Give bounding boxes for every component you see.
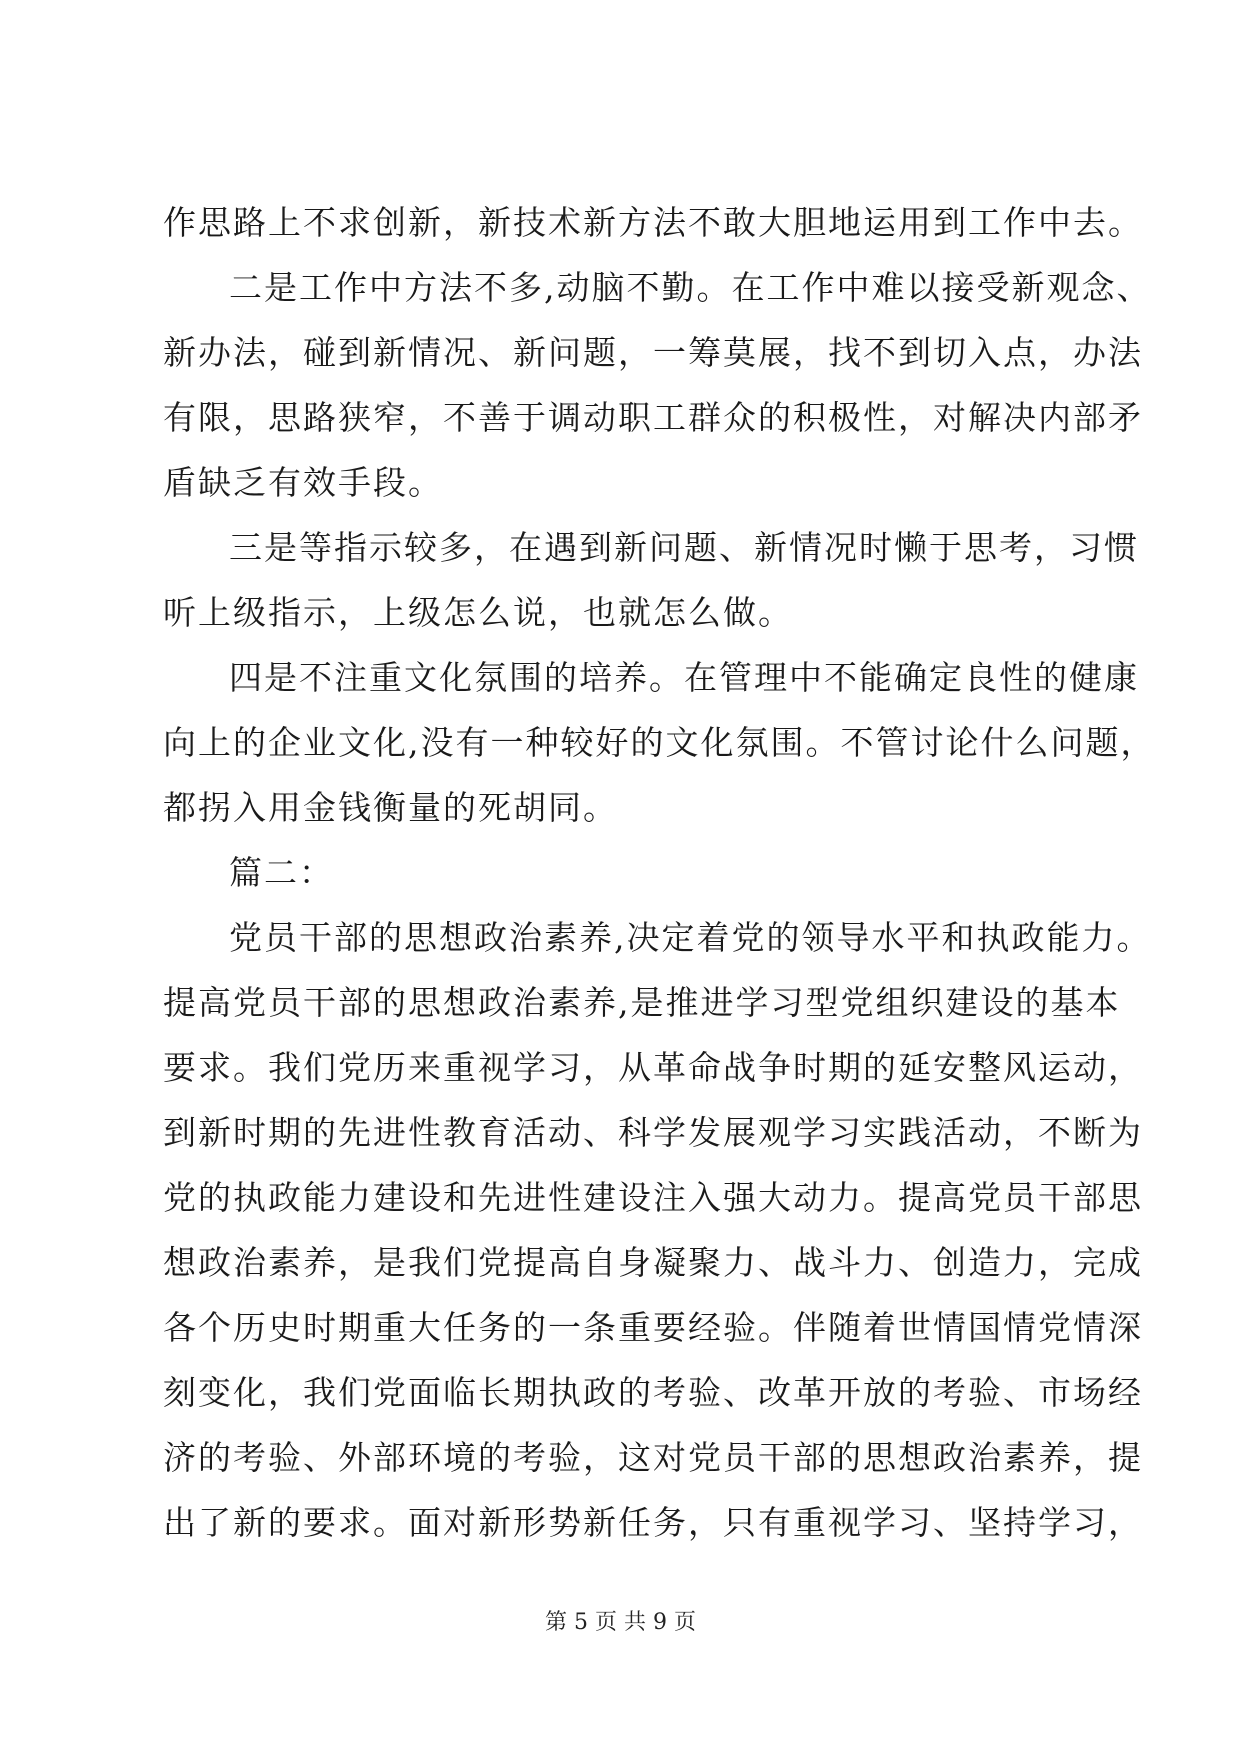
text-line: 各个历史时期重大任务的一条重要经验。伴随着世情国情党情深 <box>163 1308 1143 1347</box>
text-line: 有限，思路狭窄，不善于调动职工群众的积极性，对解决内部矛 <box>163 398 1143 437</box>
text-line: 刻变化，我们党面临长期执政的考验、改革开放的考验、市场经 <box>163 1373 1143 1412</box>
text-line: 提高党员干部的思想政治素养,是推进学习型党组织建设的基本 <box>163 983 1121 1022</box>
paragraph-first-line: 党员干部的思想政治素养,决定着党的领导水平和执政能力。 <box>229 918 1152 957</box>
text-line: 都拐入用金钱衡量的死胡同。 <box>163 788 618 827</box>
paragraph-first-line: 三是等指示较多，在遇到新问题、新情况时懒于思考，习惯 <box>229 528 1139 567</box>
text-line: 盾缺乏有效手段。 <box>163 463 443 502</box>
text-line: 想政治素养，是我们党提高自身凝聚力、战斗力、创造力，完成 <box>163 1243 1143 1282</box>
paragraph-first-line: 四是不注重文化氛围的培养。在管理中不能确定良性的健康 <box>229 658 1139 697</box>
text-line: 要求。我们党历来重视学习，从革命战争时期的延安整风运动， <box>163 1048 1143 1087</box>
text-line: 听上级指示，上级怎么说，也就怎么做。 <box>163 593 793 632</box>
text-line: 党的执政能力建设和先进性建设注入强大动力。提高党员干部思 <box>163 1178 1143 1217</box>
page-number-footer: 第 5 页 共 9 页 <box>545 1610 696 1635</box>
paragraph-first-line: 二是工作中方法不多,动脑不勤。在工作中难以接受新观念、 <box>229 268 1152 307</box>
text-line: 出了新的要求。面对新形势新任务，只有重视学习、坚持学习， <box>163 1503 1143 1542</box>
text-line: 到新时期的先进性教育活动、科学发展观学习实践活动，不断为 <box>163 1113 1143 1152</box>
text-line: 新办法，碰到新情况、新问题，一筹莫展，找不到切入点，办法 <box>163 333 1143 372</box>
section-heading: 篇二： <box>229 853 334 892</box>
text-line: 济的考验、外部环境的考验，这对党员干部的思想政治素养，提 <box>163 1438 1143 1477</box>
text-line: 作思路上不求创新，新技术新方法不敢大胆地运用到工作中去。 <box>163 203 1143 242</box>
text-line: 向上的企业文化,没有一种较好的文化氛围。不管讨论什么问题， <box>163 723 1156 762</box>
